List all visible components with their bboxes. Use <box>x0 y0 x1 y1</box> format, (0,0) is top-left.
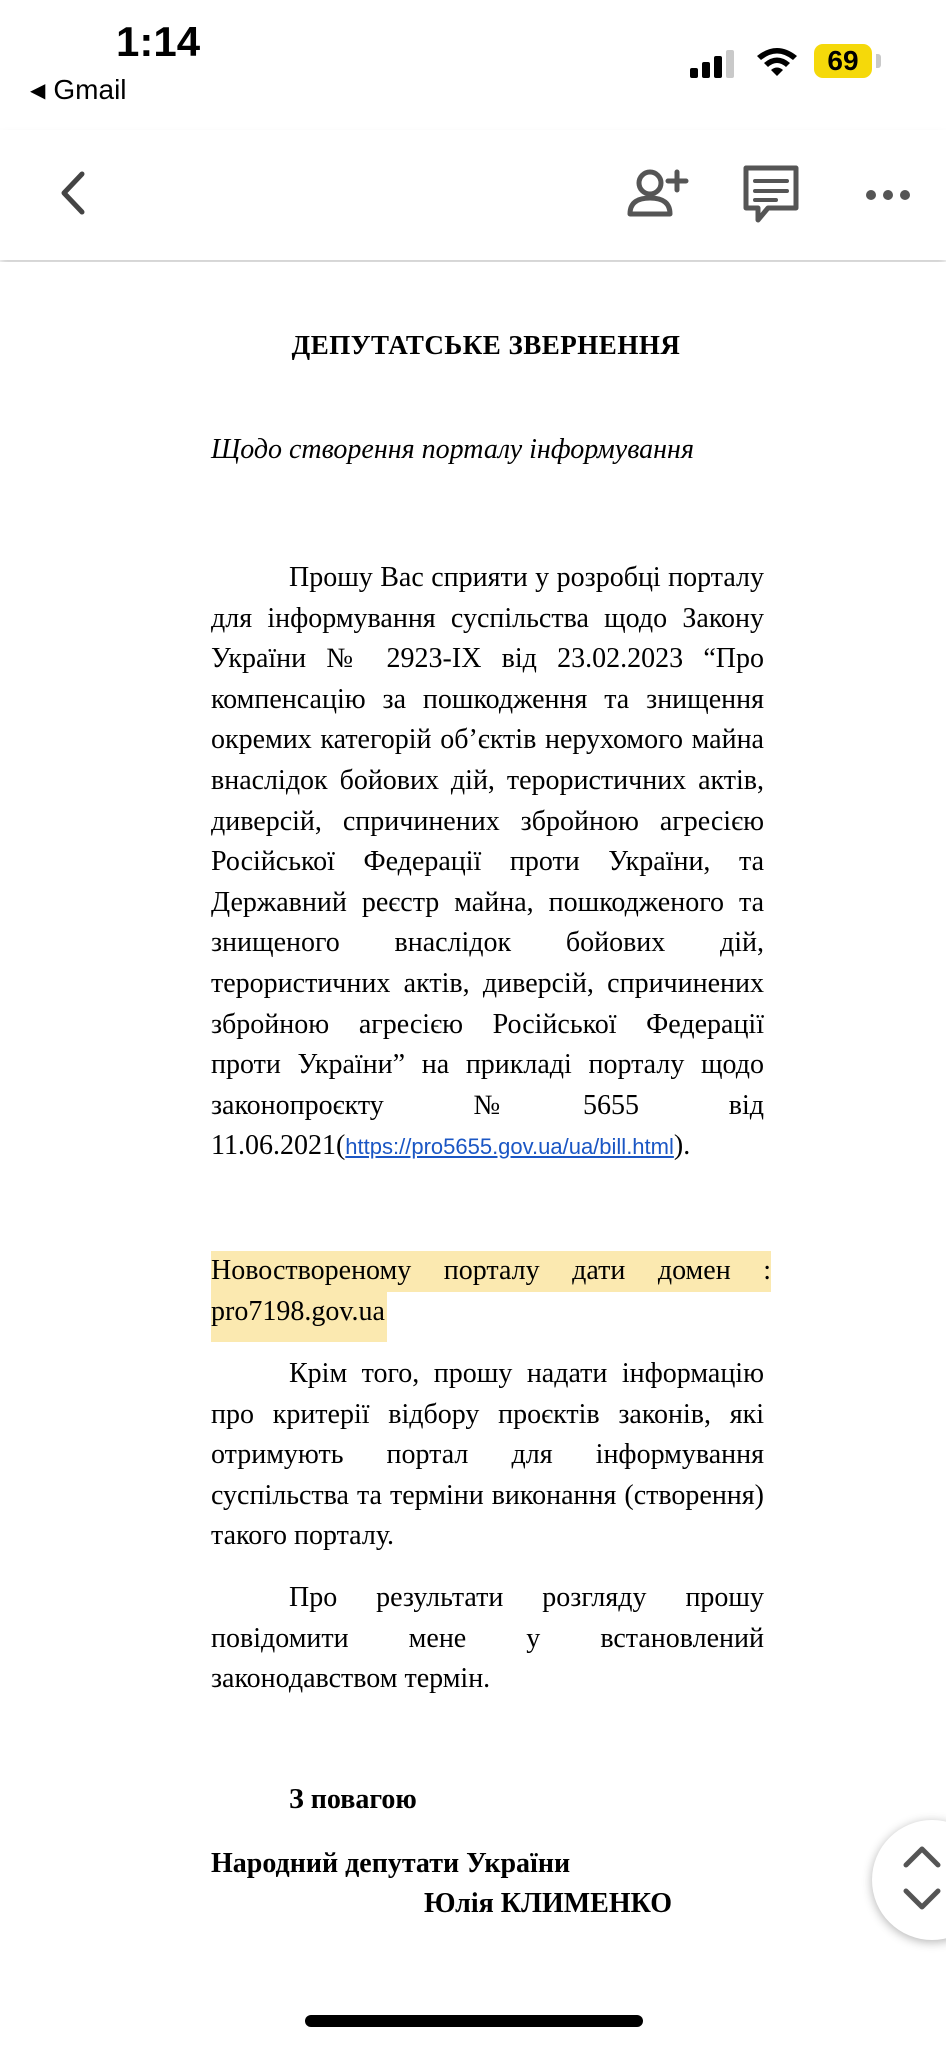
home-indicator[interactable] <box>305 2015 643 2027</box>
paragraph-additional <box>211 1354 764 1557</box>
signer-position: Народний депутати України <box>211 1848 571 1879</box>
paragraph-additional-text: Крім того, прошу надати інформацію про критерії відбору проєктів законів, які отримують портал для інформування суспільства та терміни виконання (створення) такого порталу. <box>211 1358 764 1552</box>
back-app-label: Gmail <box>53 74 127 105</box>
back-triangle-icon: ◀ <box>30 79 46 102</box>
battery-tip <box>876 54 881 68</box>
comment-icon[interactable] <box>736 158 806 228</box>
signer-name: Юлія КЛИМЕНКО <box>424 1888 673 1919</box>
paragraph-results-text: Про результати розгляду прошу повідомити мене у встановлений законодавством термін. <box>211 1582 764 1695</box>
viewer-toolbar <box>0 130 946 260</box>
document-title: ДЕПУТАТСЬКЕ ЗВЕРНЕННЯ <box>291 330 681 360</box>
paragraph-request-end: ). <box>673 1130 691 1162</box>
highlight-domain-line2: pro7198.gov.ua <box>211 1292 387 1342</box>
status-time: 1:14 <box>116 18 201 65</box>
chevron-left-icon[interactable] <box>38 158 108 228</box>
paragraph-results <box>211 1578 764 1700</box>
paragraph-request-text: Прошу Вас сприяти у розробці порталу для інформування суспільства щодо Закону України № 2923-IX від 23.02.2023 “Про компенсацію за пошкодження та знищення окремих категорій об’єктів нерухомого майна внаслідок бойових дій, терористичних актів, диверсій, спричинених збройною агресією Російської Федерації проти України, та Державний реєстр майна, пошкодженого та знищеного внаслідок бойових дій, терористичних актів, диверсій, спричинених збройною агресією Російської Федерації проти України” на прикладі порталу щодо законопроєкту №5655 від 11.06.2021( <box>211 562 764 1162</box>
highlight-domain-line1: Новоствореному порталу дати домен : <box>211 1251 771 1292</box>
wifi-icon <box>755 44 799 78</box>
document-page <box>0 262 946 2048</box>
battery-level: 69 <box>814 44 872 78</box>
cellular-signal-icon <box>690 48 734 78</box>
back-to-app-link[interactable] <box>30 74 127 106</box>
closing-phrase: З повагою <box>289 1784 417 1815</box>
more-icon[interactable] <box>852 158 922 228</box>
document-subtitle: Щодо створення порталу інформування <box>211 434 694 465</box>
bill-portal-link[interactable]: https://pro5655.gov.ua/ua/bill.html <box>345 1134 674 1160</box>
paragraph-request <box>211 558 764 1168</box>
scroll-up-down-icon <box>894 1825 946 1935</box>
add-person-icon[interactable] <box>620 158 690 228</box>
